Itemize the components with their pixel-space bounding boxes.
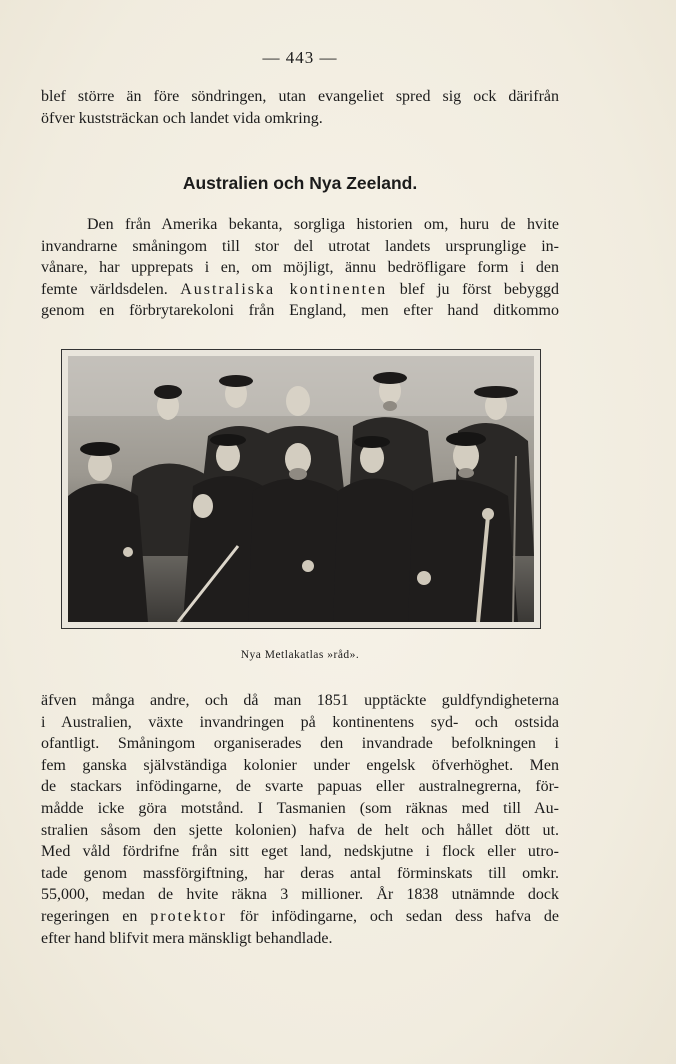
photo-frame [61,349,541,629]
text-line: efter hand blifvit mera mänskligt behandlade. [41,929,333,947]
text-line: öfver kuststräckan och landet vida omkring. [41,109,323,127]
text-fragment: för infödingarne, och sedan dess hafva de [239,907,560,925]
text-line: i Australien, växte invandringen på kontinentens syd- och ostsida [41,713,559,731]
text-line: äfven många andre, och då man 1851 upptäckte guldfyndigheterna [41,692,559,709]
section-paragraph-1 [41,214,559,322]
text-line: mådde icke göra motstånd. I Tasmanien (som räknas med till Au- [41,799,559,817]
text-line: invandrarne småningom till stor del utrotat landets ursprunglige in- [41,237,559,255]
text-line: stralien såsom den sjette kolonien) hafva de helt och hållet dött ut. [41,821,559,839]
text-line: tade genom massförgiftning, har deras antal förminskats till omkr. [41,864,559,882]
text-line: ofantligt. Småningom organiserades den invandrade befolkningen i [41,735,559,753]
text-line: genom en förbrytarekoloni från England, men efter hand ditkommo [41,302,559,320]
text-fragment: femte världsdelen. [41,280,168,298]
spaced-emphasis: Australiska kontinenten [180,280,388,298]
page-number: — 443 — [262,48,338,67]
section-paragraph-2 [41,690,559,949]
text-fragment: blef ju först bebyggd [399,280,560,298]
text-line: de stackars infödingarne, de svarte papuas eller australnegrerna, för- [41,778,559,796]
text-line: Med våld fördrifne från sitt eget land, nedskjutne i flock eller utro- [41,843,559,861]
section-title: Australien och Nya Zeeland. [182,173,418,193]
text-line: Den från Amerika bekanta, sorgliga historien om, huru de hvite [87,216,559,233]
text-line: 55,000, medan de hvite räkna 3 millioner. År 1838 utnämnde dock [41,886,559,904]
group-portrait-photo [68,356,534,622]
text-line: vånare, har upprepats i en, om möjligt, ännu bedröfligare form i den [41,259,559,277]
text-line: fem ganska självständiga kolonier under engelsk öfverhöghet. Men [41,756,559,774]
figure-caption: Nya Metlakatlas »råd». [240,649,360,661]
text-fragment: regeringen en [41,907,138,925]
text-line-emphasis [41,906,559,928]
text-line: blef större än före söndringen, utan evangeliet spred sig ock därifrån [41,88,559,105]
text-line-emphasis [41,279,559,301]
spaced-emphasis: protektor [150,907,227,925]
intro-paragraph [41,86,559,129]
